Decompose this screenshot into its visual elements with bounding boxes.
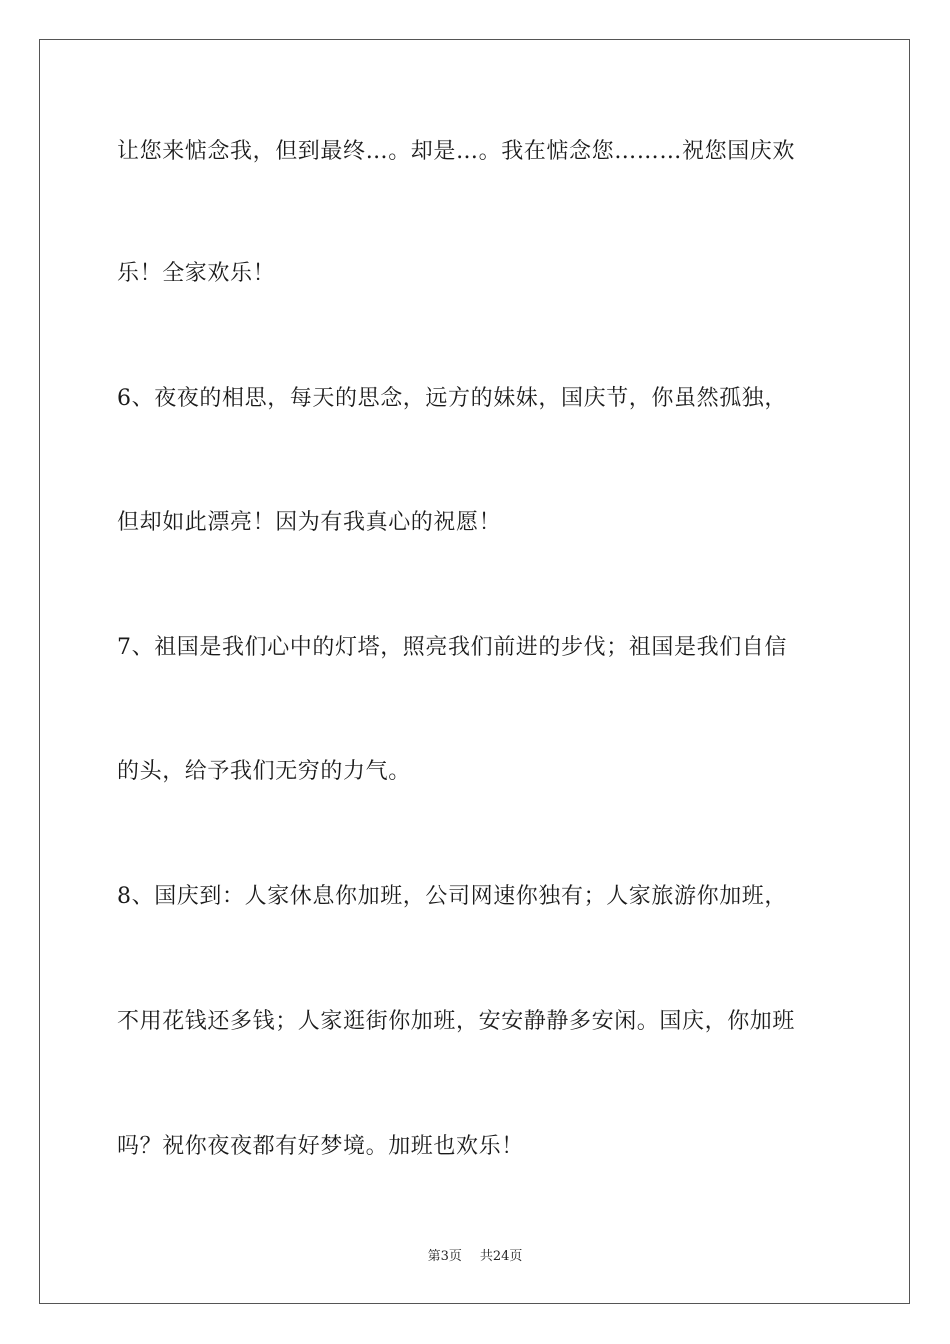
- page-border: [39, 39, 910, 1304]
- body-text-line: 8、国庆到：人家休息你加班，公司网速你独有；人家旅游你加班，: [117, 884, 787, 909]
- body-text-line: 让您来惦念我，但到最终…。却是…。我在惦念您………祝您国庆欢: [117, 139, 796, 164]
- page-footer: [0, 1248, 950, 1266]
- body-text-line: 不用花钱还多钱；人家逛街你加班，安安静静多安闲。国庆，你加班: [117, 1009, 796, 1034]
- page-total: 共24页: [479, 1249, 523, 1264]
- body-text-line: 吗？祝你夜夜都有好梦境。加班也欢乐！: [117, 1134, 524, 1159]
- body-text-line: 7、祖国是我们心中的灯塔，照亮我们前进的步伐；祖国是我们自信: [117, 635, 787, 660]
- body-text-line: 但却如此漂亮！因为有我真心的祝愿！: [117, 510, 502, 535]
- body-text-line: 6、夜夜的相思，每天的思念，远方的妹妹，国庆节，你虽然孤独，: [117, 386, 787, 411]
- page-number: 第3页: [427, 1249, 462, 1264]
- body-text-line: 乐！全家欢乐！: [117, 261, 276, 286]
- body-text-line: 的头，给予我们无穷的力气。: [117, 759, 411, 784]
